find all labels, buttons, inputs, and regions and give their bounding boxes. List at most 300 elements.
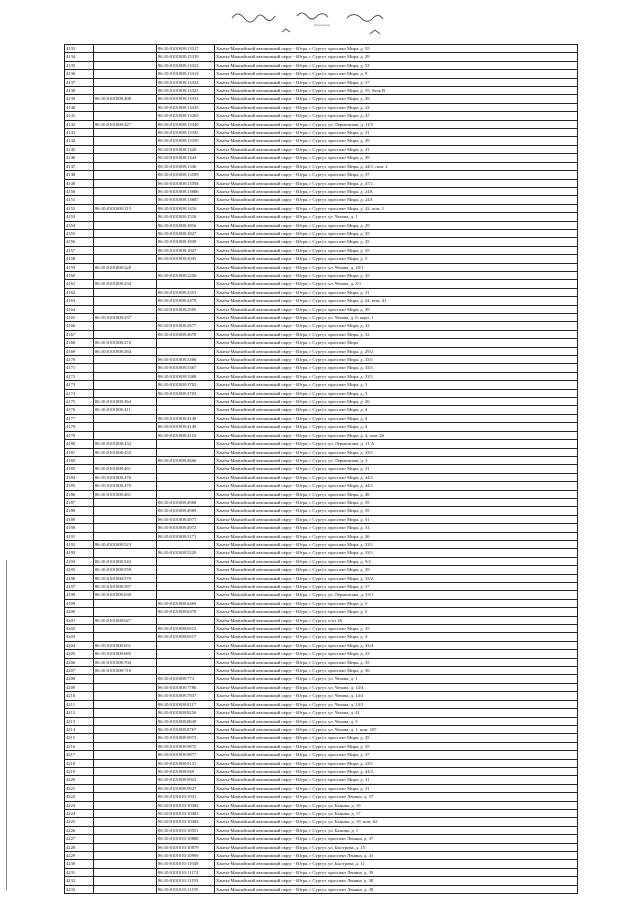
table-row [65, 271, 578, 279]
table-row [65, 843, 578, 851]
row-number-cell: 4227 [65, 835, 94, 843]
old-number-cell [94, 70, 157, 78]
address-cell: Ханты-Мансийский автономный округ - Югра, г Сургут, проспект Мира, д. 33/1 [215, 540, 578, 548]
table-row [65, 339, 578, 347]
old-number-cell [94, 793, 157, 801]
address-cell: Ханты-Мансийский автономный округ - Югра, г Сургут, проспект Мира, д. 47/1 [215, 179, 578, 187]
address-cell: Ханты-Мансийский автономный округ - Югра, г Сургут, проспект Ленина, д. 41 [215, 852, 578, 860]
row-number-cell: 4186 [65, 490, 94, 498]
address-cell: Ханты-Мансийский автономный округ - Югра, г Сургут, проспект Мира, д. 39 [215, 566, 578, 574]
cadastral-number-cell: 86:10:0101010:10879 [157, 843, 215, 851]
table-row [65, 490, 578, 498]
row-number-cell: 4159 [65, 263, 94, 271]
cadastral-number-cell [157, 490, 215, 498]
old-number-cell: 86:10:0101008:408 [94, 95, 157, 103]
cadastral-number-cell: 86:10:0101008:8117 [157, 700, 215, 708]
table-row [65, 532, 578, 540]
address-cell: Ханты-Мансийский автономный округ - Югра, г Сургут, проспект Мира, д. 4, пом. 26 [215, 431, 578, 439]
old-number-cell [94, 725, 157, 733]
margin-line [6, 560, 7, 890]
cadastral-number-cell: 86:10:0101008:13345 [157, 129, 215, 137]
table-row [65, 591, 578, 599]
old-number-cell [94, 246, 157, 254]
cadastral-number-cell [157, 465, 215, 473]
address-cell: Ханты-Мансийский автономный округ - Югра, г Сургут, проспект Мира, д. 33/1 [215, 448, 578, 456]
old-number-cell: 86:10:0101008:432 [94, 440, 157, 448]
row-number-cell: 4137 [65, 78, 94, 86]
row-number-cell: 4211 [65, 700, 94, 708]
row-number-cell: 4232 [65, 877, 94, 885]
old-number-cell [94, 271, 157, 279]
cadastral-number-cell [157, 641, 215, 649]
table-row [65, 784, 578, 792]
old-number-cell [94, 885, 157, 893]
cadastral-number-cell: 86:10:0101008:9877 [157, 751, 215, 759]
cadastral-number-cell: 86:10:0101008:4666 [157, 456, 215, 464]
cadastral-number-cell [157, 347, 215, 355]
table-row [65, 507, 578, 515]
old-number-cell [94, 129, 157, 137]
cadastral-number-cell: 86:10:0101008:13317 [157, 45, 215, 53]
address-cell: Ханты-Мансийский автономный округ - Югра, г Сургут, ул. Лермонтова, д. 11 А [215, 440, 578, 448]
table-row [65, 221, 578, 229]
cadastral-number-cell: 86:10:0101008:2479 [157, 297, 215, 305]
table-row [65, 381, 578, 389]
address-cell: Ханты-Мансийский автономный округ - Югра, г Сургут, проспект Мира, д. 35 [215, 625, 578, 633]
old-number-cell: 86:10:0101008:461 [94, 465, 157, 473]
row-number-cell: 4174 [65, 389, 94, 397]
table-row [65, 692, 578, 700]
address-cell: Ханты-Мансийский автономный округ - Югра, г Сургут, проспект Мира, д. 37 [215, 78, 578, 86]
old-number-cell: 86:10:0101008:228 [94, 263, 157, 271]
cadastral-number-cell [157, 440, 215, 448]
row-number-cell: 4231 [65, 868, 94, 876]
stamp-text: Приложение [313, 23, 331, 27]
old-number-cell [94, 776, 157, 784]
row-number-cell: 4189 [65, 515, 94, 523]
address-cell: Ханты-Мансийский автономный округ - Югра, г Сургут, проспект Мира, д. 35 [215, 498, 578, 506]
table-row [65, 868, 578, 876]
row-number-cell: 4158 [65, 255, 94, 263]
table-row [65, 120, 578, 128]
cadastral-number-cell: 86:10:0101008:4968 [157, 498, 215, 506]
address-cell: Ханты-Мансийский автономный округ - Югра, г Сургут, ул. Лермонтова, д. 13/1 [215, 591, 578, 599]
table-row [65, 448, 578, 456]
cadastral-number-cell: 86:10:0101010:10483 [157, 809, 215, 817]
cadastral-number-cell: 86:10:0101008:13686 [157, 187, 215, 195]
row-number-cell: 4180 [65, 440, 94, 448]
cadastral-number-cell [157, 406, 215, 414]
row-number-cell: 4181 [65, 448, 94, 456]
old-number-cell [94, 145, 157, 153]
address-cell: Ханты-Мансийский автономный округ - Югра, г Сургут, проспект Мира, д. 31 [215, 145, 578, 153]
old-number-cell [94, 288, 157, 296]
table-row [65, 641, 578, 649]
address-cell: Ханты-Мансийский автономный округ - Югра, г Сургут, ул. Лермонтова, д. 11/5 [215, 120, 578, 128]
row-number-cell: 4205 [65, 650, 94, 658]
old-number-cell: 86:10:0101008:481 [94, 490, 157, 498]
row-number-cell: 4140 [65, 103, 94, 111]
table-row [65, 53, 578, 61]
table-row [65, 238, 578, 246]
old-number-cell [94, 868, 157, 876]
row-number-cell: 4148 [65, 171, 94, 179]
address-cell: Ханты-Мансийский автономный округ - Югра, г Сургут, проспект Мира, д. 39 [215, 137, 578, 145]
table-row [65, 524, 578, 532]
address-cell: Ханты-Мансийский автономный округ - Югра, г Сургут, проспект Мира, д. 44/2 [215, 767, 578, 775]
old-number-cell: 86:10:0101008:427 [94, 120, 157, 128]
table-row [65, 263, 578, 271]
address-cell: Ханты-Мансийский автономный округ - Югра, г Сургут, проспект Мира, д. 3 [215, 389, 578, 397]
address-cell: Ханты-Мансийский автономный округ - Югра, г Сургут, проспект Мира, д. 55, блок В [215, 87, 578, 95]
address-cell: Ханты-Мансийский автономный округ - Югра, г Сургут, ул. Бажова, д. 19 [215, 801, 578, 809]
old-number-cell [94, 87, 157, 95]
row-number-cell: 4206 [65, 658, 94, 666]
old-number-cell: 86:10:0101008:523 [94, 540, 157, 548]
old-number-cell [94, 692, 157, 700]
address-cell: Ханты-Мансийский автономный округ - Югра, г Сургут, проспект Мира, д. 44/1 [215, 473, 578, 481]
address-cell: Ханты-Мансийский автономный округ - Югра, г Сургут, проспект Мира, д. 3 [215, 381, 578, 389]
row-number-cell: 4146 [65, 154, 94, 162]
address-cell: Ханты-Мансийский автономный округ - Югра, г Сургут, проспект Мира, д. 35 [215, 229, 578, 237]
table-row [65, 658, 578, 666]
row-number-cell: 4191 [65, 532, 94, 540]
address-cell: Ханты-Мансийский автономный округ - Югра, г Сургут, проспект Мира, д. 33/4 [215, 641, 578, 649]
old-number-cell [94, 154, 157, 162]
address-cell: Ханты-Мансийский автономный округ - Югра, г Сургут, ул. Чехова, д. 1 [215, 213, 578, 221]
address-cell: Ханты-Мансийский автономный округ - Югра, г Сургут, ул. Быстрова, д. 15 [215, 843, 578, 851]
old-number-cell [94, 700, 157, 708]
table-row [65, 826, 578, 834]
address-cell: Ханты-Мансийский автономный округ - Югра, г Сургут, проспект Мира, д. 5 [215, 608, 578, 616]
table-row [65, 162, 578, 170]
table-row [65, 625, 578, 633]
old-number-cell [94, 852, 157, 860]
cadastral-number-cell: 86:10:0101008:4148 [157, 414, 215, 422]
table-row [65, 364, 578, 372]
address-cell: Ханты-Мансийский автономный округ - Югра, г Сургут, проспект Мира, д. 35 [215, 246, 578, 254]
cadastral-table [64, 44, 578, 894]
row-number-cell: 4184 [65, 473, 94, 481]
table-row [65, 246, 578, 254]
row-number-cell: 4224 [65, 809, 94, 817]
old-number-cell [94, 389, 157, 397]
address-cell: Ханты-Мансийский автономный округ - Югра, г Сургут, ул. Чехова, д. 14/4 [215, 692, 578, 700]
old-number-cell: 86:10:0101008:284 [94, 347, 157, 355]
address-cell: Ханты-Мансийский автономный округ - Югра, г Сургут, проспект Ленина, д. 37 [215, 793, 578, 801]
old-number-cell [94, 734, 157, 742]
cadastral-number-cell [157, 473, 215, 481]
row-number-cell: 4199 [65, 599, 94, 607]
table-row [65, 314, 578, 322]
old-number-cell: 86:10:0101008:433 [94, 448, 157, 456]
row-number-cell: 4165 [65, 314, 94, 322]
row-number-cell: 4133 [65, 45, 94, 53]
address-cell: Ханты-Мансийский автономный округ - Югра, г Сургут, проспект Мира, д. 33/1 [215, 356, 578, 364]
cadastral-number-cell: 86:10:0101008:5171 [157, 532, 215, 540]
address-cell: Ханты-Мансийский автономный округ - Югра, г Сургут, проспект Мира, д. 31 [215, 515, 578, 523]
address-cell: Ханты-Мансийский автономный округ - Югра, г Сургут, ул. Чехова, д. 1, пом. 107 [215, 725, 578, 733]
old-number-cell [94, 162, 157, 170]
old-number-cell: 86:10:0101008:315 [94, 204, 157, 212]
row-number-cell: 4155 [65, 229, 94, 237]
cadastral-number-cell: 86:10:0101008:13350 [157, 137, 215, 145]
old-number-cell: 86:10:0101008:479 [94, 482, 157, 490]
address-cell: Ханты-Мансийский автономный округ - Югра, г Сургут, проспект Мира, д. 29 [215, 221, 578, 229]
cadastral-number-cell [157, 566, 215, 574]
address-cell: Ханты-Мансийский автономный округ - Югра, г Сургут, проспект Мира, д. 44/1, пом. 2 [215, 162, 578, 170]
row-number-cell: 4139 [65, 95, 94, 103]
old-number-cell [94, 599, 157, 607]
address-cell: Ханты-Мансийский автономный округ - Югра, г Сургут, ул. Чехова, д. 1 [215, 675, 578, 683]
old-number-cell [94, 801, 157, 809]
cadastral-number-cell: 86:10:0101008:773 [157, 675, 215, 683]
address-cell: Ханты-Мансийский автономный округ - Югра, г Сургут, проспект Мира, д. 39 [215, 154, 578, 162]
address-cell: Ханты-Мансийский автономный округ - Югра, г Сургут, проспект Мира, д. 39 [215, 305, 578, 313]
old-number-cell [94, 675, 157, 683]
old-number-cell [94, 532, 157, 540]
table-row [65, 70, 578, 78]
old-number-cell [94, 835, 157, 843]
cadastral-number-cell: 86:10:0101008:9923 [157, 776, 215, 784]
address-cell: Ханты-Мансийский автономный округ - Югра, г Сургут, проспект Мира, д. 24, пом. 41 [215, 297, 578, 305]
cadastral-number-cell: 86:10:0101008:8649 [157, 717, 215, 725]
address-cell: Ханты-Мансийский автономный округ - Югра, г Сургут, проспект Мира, д. 26 [215, 398, 578, 406]
table-row [65, 482, 578, 490]
table-row [65, 398, 578, 406]
address-cell: Ханты-Мансийский автономный округ - Югра, г Сургут, проспект Мира, д. 53 [215, 61, 578, 69]
row-number-cell: 4218 [65, 759, 94, 767]
address-cell: Ханты-Мансийский автономный округ - Югра, г Сургут, проспект Мира, д. 35 [215, 238, 578, 246]
address-cell: Ханты-Мансийский автономный округ - Югра, г Сургут, ул. Быстрова, д. 11 [215, 860, 578, 868]
row-number-cell: 4198 [65, 591, 94, 599]
cadastral-number-cell: 86:10:0101008:13319 [157, 53, 215, 61]
row-number-cell: 4171 [65, 364, 94, 372]
table-row [65, 45, 578, 53]
cadastral-number-cell [157, 591, 215, 599]
row-number-cell: 4229 [65, 852, 94, 860]
cadastral-number-cell [157, 574, 215, 582]
old-number-cell [94, 255, 157, 263]
cadastral-number-cell: 86:10:0101008:1839 [157, 238, 215, 246]
cadastral-number-cell: 86:10:0101008:9927 [157, 784, 215, 792]
table-row [65, 78, 578, 86]
table-row [65, 204, 578, 212]
cadastral-number-cell: 86:10:0101010:10999 [157, 852, 215, 860]
old-number-cell [94, 826, 157, 834]
row-number-cell: 4153 [65, 213, 94, 221]
cadastral-number-cell: 86:10:0101008:3703 [157, 389, 215, 397]
address-cell: Ханты-Мансийский автономный округ - Югра, г Сургут, проспект Мира, д. 24А [215, 196, 578, 204]
row-number-cell: 4192 [65, 540, 94, 548]
old-number-cell [94, 608, 157, 616]
old-number-cell [94, 767, 157, 775]
row-number-cell: 4225 [65, 818, 94, 826]
old-number-cell: 86:10:0101008:719 [94, 667, 157, 675]
old-number-cell [94, 45, 157, 53]
old-number-cell [94, 742, 157, 750]
row-number-cell: 4169 [65, 347, 94, 355]
old-number-cell [94, 431, 157, 439]
old-number-cell [94, 818, 157, 826]
address-cell: Ханты-Мансийский автономный округ - Югра, г Сургут, проспект Мира, д. 35 [215, 271, 578, 279]
cadastral-number-cell: 86:10:0101008:8256 [157, 709, 215, 717]
old-number-cell [94, 683, 157, 691]
address-cell: Ханты-Мансийский автономный округ - Югра, г Сургут, ул. Чехова, д. 3 [215, 717, 578, 725]
header-stamp [222, 4, 422, 38]
row-number-cell: 4228 [65, 843, 94, 851]
address-cell: Ханты-Мансийский автономный округ - Югра, г Сургут, проспект Мира, д. 32 [215, 330, 578, 338]
row-number-cell: 4182 [65, 456, 94, 464]
row-number-cell: 4202 [65, 625, 94, 633]
row-number-cell: 4197 [65, 583, 94, 591]
old-number-cell [94, 356, 157, 364]
table-row [65, 440, 578, 448]
cadastral-number-cell: 86:10:0101008:3366 [157, 356, 215, 364]
cadastral-number-cell: 86:10:0101008:2351 [157, 288, 215, 296]
table-row [65, 675, 578, 683]
table-row [65, 255, 578, 263]
old-number-cell [94, 103, 157, 111]
table-row [65, 751, 578, 759]
cadastral-number-cell [157, 616, 215, 624]
address-cell: Ханты-Мансийский автономный округ - Югра, г Сургут, проспект Мира, д. 23 [215, 650, 578, 658]
address-cell: Ханты-Мансийский автономный округ - Югра, г Сургут, проспект Мира, д. 4 [215, 423, 578, 431]
row-number-cell: 4220 [65, 776, 94, 784]
row-number-cell: 4190 [65, 524, 94, 532]
cadastral-number-cell [157, 339, 215, 347]
old-number-cell [94, 187, 157, 195]
cadastral-number-cell: 86:10:0101008:4969 [157, 507, 215, 515]
row-number-cell: 4168 [65, 339, 94, 347]
cadastral-number-cell: 86:10:0101010:11049 [157, 860, 215, 868]
row-number-cell: 4163 [65, 297, 94, 305]
cadastral-number-cell: 86:10:0101008:1326 [157, 145, 215, 153]
cadastral-number-cell: 86:10:0101008:4971 [157, 515, 215, 523]
table-row [65, 633, 578, 641]
table-row [65, 356, 578, 364]
address-cell: Ханты-Мансийский автономный округ - Югра, г Сургут, проспект Мира, д. 36 [215, 667, 578, 675]
table-row [65, 305, 578, 313]
old-number-cell [94, 423, 157, 431]
old-number-cell: 86:10:0101008:272 [94, 339, 157, 347]
row-number-cell: 4183 [65, 465, 94, 473]
table-row [65, 145, 578, 153]
cadastral-number-cell: 86:10:0101008:3367 [157, 364, 215, 372]
row-number-cell: 4147 [65, 162, 94, 170]
cadastral-number-cell: 86:10:0101008:13594 [157, 179, 215, 187]
row-number-cell: 4203 [65, 633, 94, 641]
row-number-cell: 4212 [65, 709, 94, 717]
table-row [65, 196, 578, 204]
address-cell: Ханты-Мансийский автономный округ - Югра, г Сургут, проспект Мира, д. 32 [215, 322, 578, 330]
address-cell: Ханты-Мансийский автономный округ - Югра, г Сургут, проспект Мира, д. 37 [215, 583, 578, 591]
address-cell: Ханты-Мансийский автономный округ - Югра, г Сургут, проспект Мира, д. 4 [215, 414, 578, 422]
row-number-cell: 4219 [65, 767, 94, 775]
old-number-cell [94, 330, 157, 338]
row-number-cell: 4162 [65, 288, 94, 296]
old-number-cell: 86:10:0101008:543 [94, 557, 157, 565]
cadastral-number-cell: 86:10:0101008:4972 [157, 524, 215, 532]
table-row [65, 767, 578, 775]
cadastral-number-cell: 86:10:0101008:6512 [157, 625, 215, 633]
row-number-cell: 4216 [65, 742, 94, 750]
row-number-cell: 4166 [65, 322, 94, 330]
address-cell: Ханты-Мансийский автономный округ - Югра, г Сургут, проспект Мира, д. 23/1 [215, 759, 578, 767]
address-cell: Ханты-Мансийский автономный округ - Югра, г Сургут, проспект Мира, д. 31 [215, 776, 578, 784]
table-row [65, 154, 578, 162]
old-number-cell [94, 507, 157, 515]
cadastral-number-cell: 86:10:0101010:11193 [157, 877, 215, 885]
row-number-cell: 4136 [65, 70, 94, 78]
old-number-cell [94, 498, 157, 506]
table-row [65, 835, 578, 843]
row-number-cell: 4170 [65, 356, 94, 364]
row-number-cell: 4138 [65, 87, 94, 95]
table-row [65, 171, 578, 179]
address-cell: Ханты-Мансийский автономный округ - Югра, г Сургут, проспект Мира, д. 42, пом. 1 [215, 204, 578, 212]
address-cell: Ханты-Мансийский автономный округ - Югра, г Сургут, проспект Мира, д. 48 [215, 490, 578, 498]
table-row [65, 498, 578, 506]
address-cell: Ханты-Мансийский автономный округ - Югра, г Сургут, проспект Мира, д. 31 [215, 784, 578, 792]
address-cell: Ханты-Мансийский автономный округ - Югра, г Сургут, проспект Мира, д. 24А [215, 187, 578, 195]
row-number-cell: 4207 [65, 667, 94, 675]
address-cell: Ханты-Мансийский автономный округ - Югра, г Сургут, проспект Мира, д. 31 [215, 524, 578, 532]
row-number-cell: 4193 [65, 549, 94, 557]
old-number-cell: 86:10:0101008:685 [94, 650, 157, 658]
row-number-cell: 4195 [65, 566, 94, 574]
cadastral-number-cell: 86:10:0101008:13335 [157, 103, 215, 111]
table-row [65, 818, 578, 826]
table-row [65, 389, 578, 397]
row-number-cell: 4151 [65, 196, 94, 204]
table-row [65, 885, 578, 893]
old-number-cell [94, 381, 157, 389]
table-row [65, 852, 578, 860]
old-number-cell [94, 297, 157, 305]
cadastral-number-cell: 86:10:0101008:13322 [157, 61, 215, 69]
cadastral-number-cell: 86:10:0101008:13589 [157, 171, 215, 179]
cadastral-number-cell: 86:10:0101008:2677 [157, 322, 215, 330]
table-row [65, 473, 578, 481]
table-row [65, 549, 578, 557]
cadastral-number-cell: 86:10:0101008:1416 [157, 204, 215, 212]
cadastral-number-cell: 86:10:0101008:3368 [157, 372, 215, 380]
address-cell: Ханты-Мансийский автономный округ - Югра, г Сургут, проспект Мира, д. 5 [215, 599, 578, 607]
address-cell: Ханты-Мансийский автономный округ - Югра, г Сургут, проспект Мира, д. 35 [215, 658, 578, 666]
cadastral-number-cell: 86:10:0101008:7837 [157, 692, 215, 700]
row-number-cell: 4141 [65, 112, 94, 120]
table-row [65, 801, 578, 809]
row-number-cell: 4208 [65, 675, 94, 683]
address-cell: Ханты-Мансийский автономный округ - Югра, г Сургут, проспект Мира, д. 35 [215, 507, 578, 515]
row-number-cell: 4177 [65, 414, 94, 422]
table-row [65, 725, 578, 733]
address-cell: Ханты-Мансийский автономный округ - Югра, г Сургут, проспект Мира, д. 55 [215, 45, 578, 53]
table-row [65, 540, 578, 548]
table-row [65, 187, 578, 195]
cadastral-number-cell: 86:10:0101008:949 [157, 767, 215, 775]
row-number-cell: 4154 [65, 221, 94, 229]
address-cell: Ханты-Мансийский автономный округ - Югра, г Сургут, проспект Мира, д. 31 [215, 465, 578, 473]
cadastral-number-cell [157, 658, 215, 666]
address-cell: Ханты-Мансийский автономный округ - Югра, г Сургут, проспект Ленина, д. 38 [215, 885, 578, 893]
row-number-cell: 4149 [65, 179, 94, 187]
old-number-cell: 86:10:0101008:630 [94, 591, 157, 599]
cadastral-number-cell: 86:10:0101010:11174 [157, 868, 215, 876]
table-row [65, 179, 578, 187]
address-cell: Ханты-Мансийский автономный округ - Югра, г Сургут, проспект Мира, д. 35 [215, 734, 578, 742]
